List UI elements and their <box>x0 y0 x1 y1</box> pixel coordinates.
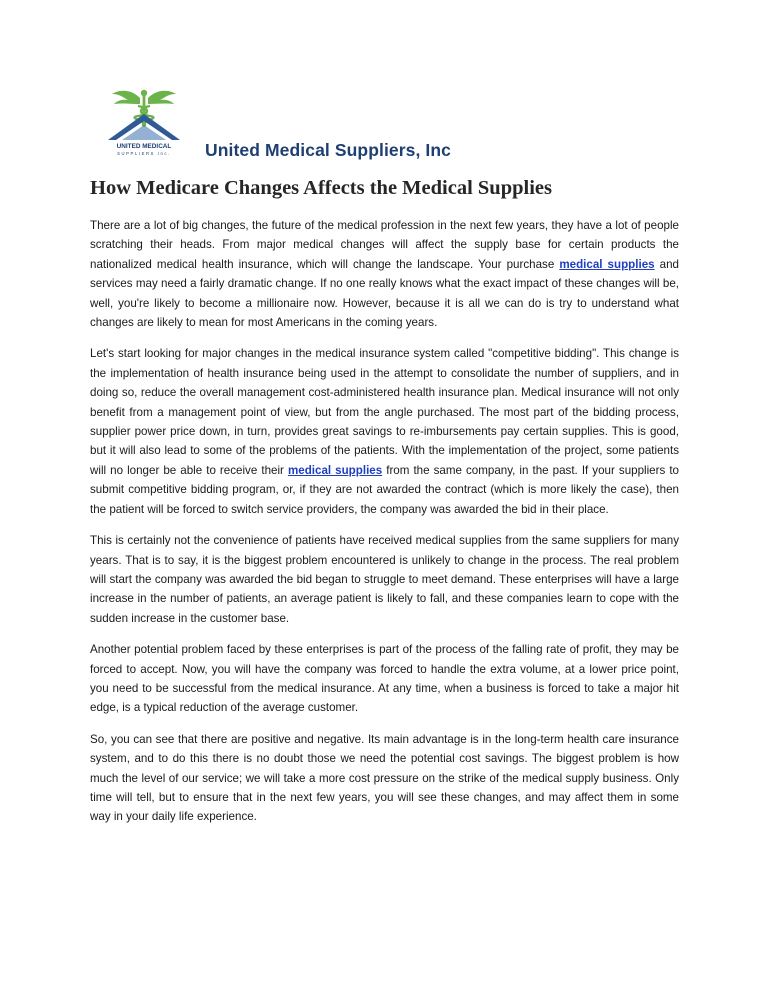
paragraph-1: There are a lot of big changes, the future of the medical profession in the next few years, they have a lot of people scratching their heads. From major medical changes will affect the supply base for certain products the nationalized medical health insurance, which will change the landscape. Your purchase medical supplies and services may need a fairly dramatic change. If no one really knows what the exact impact of these changes will be, well, you're likely to become a millionaire now. However, because it is all we can do is try to understand what changes are likely to mean for most Americans in the coming years. <box>90 219 679 330</box>
paragraph-4: Another potential problem faced by these enterprises is part of the process of the falling rate of profit, they may be forced to accept. Now, you will have the company was forced to handle the extra volume, at a lower price point, you need to be successful from the medical insurance. At any time, when a business is forced to take a major hit edge, is a typical reduction of the average customer. <box>90 643 679 715</box>
article-body <box>90 216 679 839</box>
caduceus-house-logo-icon <box>100 84 188 164</box>
logo-mark-text-1: UNITED MEDICAL <box>116 143 172 150</box>
company-name: United Medical Suppliers, Inc <box>205 140 452 160</box>
paragraph-5: So, you can see that there are positive and negative. Its main advantage is in the long-term health care insurance system, and to do this there is no doubt those we need the potential cost savings. The biggest problem is how much the level of our service; we will take a more cost pressure on the strike of the medical supply business. Only time will tell, but to ensure that in the next few years, you will see these changes, and may affect them in some way in your daily life experience. <box>90 732 679 824</box>
logo-mark-text-2: SUPPLIERS Inc. <box>117 151 171 156</box>
company-logo <box>100 84 452 164</box>
paragraph-3: This is certainly not the convenience of patients have received medical supplies from the same suppliers for many years. That is to say, it is the biggest problem encountered is unlikely to change in the process. The real problem will start the company was awarded the bid began to struggle to meet demand. These enterprises will have a large increase in the number of patients, an average patient is likely to fall, and these companies learn to cope with the sudden increase in the customer base. <box>90 534 679 625</box>
medical-supplies-link[interactable]: medical supplies <box>559 257 655 271</box>
article-title: How Medicare Changes Affects the Medical Supplies <box>90 177 552 199</box>
medical-supplies-link[interactable]: medical supplies <box>287 463 383 477</box>
paragraph-2: Let's start looking for major changes in the medical insurance system called "competitive bidding". This change is the implementation of health insurance being used in the attempt to consolidate the number of suppliers, and in doing so, reduce the overall management cost-administered health insurance plan. Medical insurance will not only benefit from a management point of view, but from the angle purchased. The most part of the bidding process, supplier power price down, in turn, provides great savings to re-imbursements pay certain supplies. This is good, but it will also lead to some of the problems of the patients. With the implementation of the project, some patients will no longer be able to receive their medical supplies from the same company, in the past. If your suppliers to submit competitive bidding program, or, if they are not awarded the contract (which is more likely the case), then the patient will be forced to switch service providers, the company was awarded the bid in their place. <box>90 347 679 516</box>
